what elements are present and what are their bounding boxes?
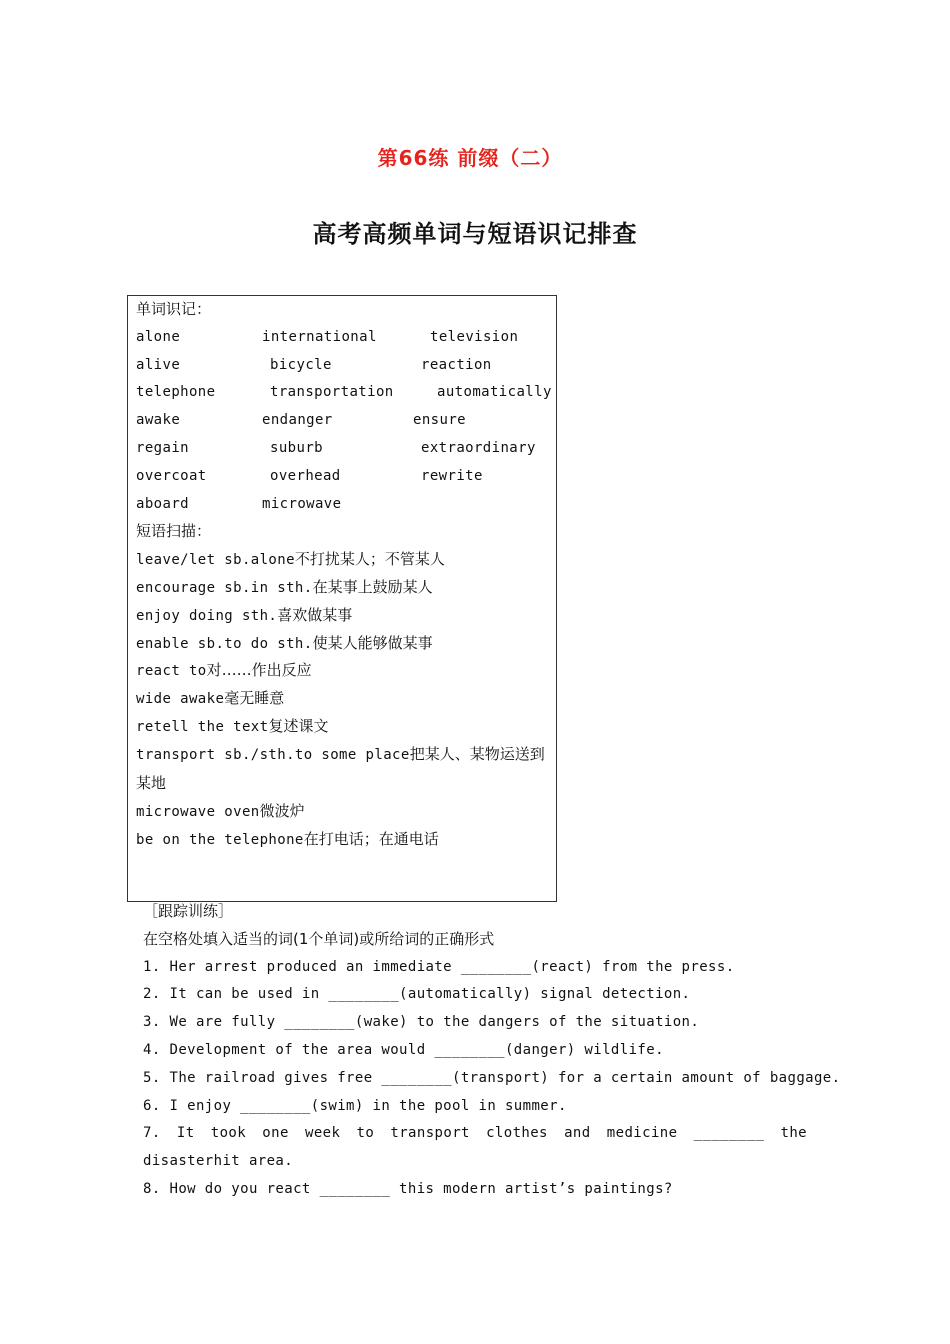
word: automatically [437, 384, 552, 401]
vocabulary-box [127, 295, 557, 902]
phrase-english: react to [136, 663, 207, 680]
phrase-chinese: 在打电话；在通电话 [303, 830, 439, 849]
phrase-item [136, 713, 552, 741]
page-title: 高考高频单词与短语识记排查 [312, 220, 638, 248]
word: regain [136, 439, 189, 456]
exercise-item: 1. Her arrest produced an immediate ________(react) from the press. [143, 958, 735, 975]
phrase-item [136, 630, 552, 658]
word: international [262, 328, 377, 345]
phrase-english: retell the text [136, 718, 269, 735]
phrase-chinese: 微波炉 [259, 802, 305, 821]
phrase-english: wide awake [136, 691, 225, 708]
word: endanger [262, 412, 333, 429]
vocabulary-content [136, 296, 552, 854]
exercise-item: 3. We are fully ________(wake) to the dangers of the situation. [143, 1014, 700, 1031]
exercise-section [143, 898, 841, 1204]
word-row [136, 407, 552, 435]
word: television [430, 328, 519, 345]
word: reaction [421, 356, 492, 373]
word: ensure [413, 412, 466, 429]
exercise-item: 8. How do you react ________ this modern artist’s paintings? [143, 1180, 673, 1197]
phrase-chinese: 在某事上鼓励某人 [312, 577, 433, 596]
phrase-item [136, 602, 552, 630]
phrase-item [136, 826, 552, 854]
word: rewrite [421, 467, 483, 484]
word: awake [136, 412, 181, 429]
word: overhead [270, 467, 341, 484]
phrase-english: transport sb./sth.to some place [136, 746, 410, 763]
exercise-item: 2. It can be used in ________(automatically) signal detection. [143, 986, 691, 1003]
phrase-item [136, 574, 552, 602]
exercise-item: 7. It took one week to transport clothes and medicine ________ the disasterhit area. [143, 1125, 807, 1170]
word: suburb [270, 439, 323, 456]
word: alive [136, 356, 181, 373]
word: telephone [136, 384, 216, 401]
word-row [136, 491, 552, 519]
phrase-english: leave/let sb.alone [136, 552, 295, 569]
exercise-instruction: 在空格处填入适当的词(1个单词)或所给词的正确形式 [143, 929, 495, 948]
word-row [136, 435, 552, 463]
word-row [136, 324, 552, 352]
phrase-english: microwave oven [136, 804, 260, 821]
exercise-heading: ［跟踪训练］ [143, 902, 234, 920]
word-row [136, 463, 552, 491]
word: aboard [136, 495, 189, 512]
phrases-heading: 短语扫描： [136, 522, 212, 541]
word: overcoat [136, 467, 207, 484]
phrase-chinese: 毫无睡意 [224, 689, 285, 708]
word-row [136, 352, 552, 380]
exercise-item: 4. Development of the area would ________(danger) wildlife. [143, 1041, 664, 1058]
word-row [136, 379, 552, 407]
phrase-chinese: 使某人能够做某事 [312, 633, 433, 652]
phrase-item [136, 741, 552, 799]
phrase-chinese: 不打扰某人；不管某人 [294, 550, 445, 569]
words-heading: 单词识记： [136, 300, 212, 318]
phrase-english: be on the telephone [136, 832, 304, 849]
phrase-chinese: 喜欢做某事 [277, 605, 353, 624]
phrase-chinese: 对……作出反应 [206, 661, 312, 680]
phrase-english: encourage sb.in sth. [136, 579, 313, 596]
word: alone [136, 328, 181, 345]
phrase-item [136, 798, 552, 826]
phrase-item [136, 657, 552, 685]
phrase-chinese: 复述课文 [268, 716, 329, 735]
phrase-english: enable sb.to do sth. [136, 635, 313, 652]
word: microwave [262, 495, 342, 512]
exercise-item: 5. The railroad gives free ________(transport) for a certain amount of baggage. [143, 1069, 841, 1086]
word: transportation [270, 384, 394, 401]
phrase-item [136, 546, 552, 574]
phrase-english: enjoy doing sth. [136, 607, 278, 624]
word: extraordinary [421, 439, 536, 456]
exercise-item: 6. I enjoy ________(swim) in the pool in summer. [143, 1097, 567, 1114]
phrase-chinese: 把某人、某物运送到某地 [136, 744, 545, 792]
word: bicycle [270, 356, 332, 373]
phrase-item [136, 685, 552, 713]
lesson-title: 第66练 前缀（二） [377, 146, 563, 170]
